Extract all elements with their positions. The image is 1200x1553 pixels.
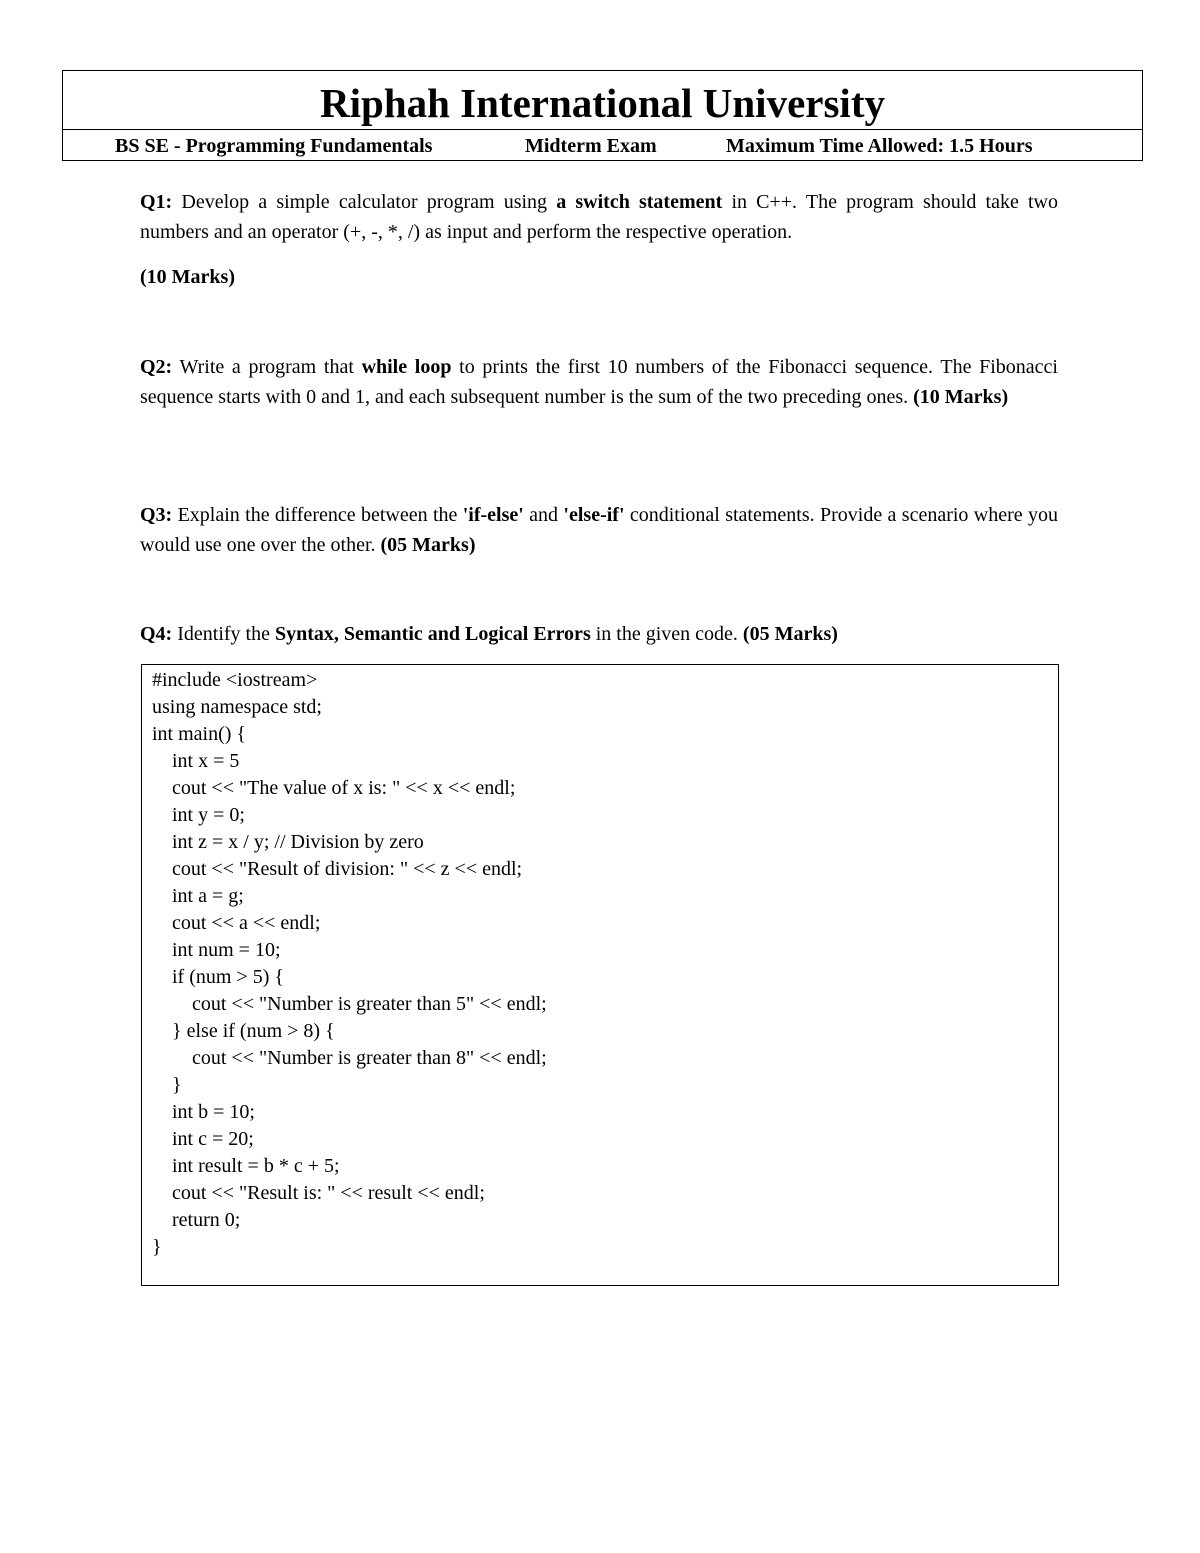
question-marks: (05 Marks) xyxy=(380,533,476,556)
code-line: int b = 10; xyxy=(152,1101,255,1123)
question-keyword: while loop xyxy=(361,356,452,378)
code-line: cout << "Result of division: " << z << endl; xyxy=(152,858,523,880)
code-line: cout << "Number is greater than 5" << endl; xyxy=(152,993,547,1015)
code-line: int a = g; xyxy=(152,885,244,907)
question-label: Q3: xyxy=(140,504,173,526)
question-keyword: 'else-if' xyxy=(563,504,625,526)
code-line: cout << "The value of x is: " << x << endl; xyxy=(152,777,516,799)
course-name: BS SE - Programming Fundamentals xyxy=(115,135,433,157)
code-line: int main() { xyxy=(152,723,247,745)
code-line: return 0; xyxy=(152,1209,241,1231)
code-line: int z = x / y; // Division by zero xyxy=(152,831,424,853)
code-line: cout << a << endl; xyxy=(152,912,321,934)
question-2 xyxy=(140,353,1058,412)
code-line: int result = b * c + 5; xyxy=(152,1155,340,1177)
question-text: Identify the xyxy=(172,623,275,645)
code-line: } xyxy=(152,1074,182,1096)
question-text: and xyxy=(523,504,564,526)
code-line: cout << "Result is: " << result << endl; xyxy=(152,1182,485,1204)
code-line: #include <iostream> xyxy=(152,669,318,691)
question-text: Develop a simple calculator program using xyxy=(172,191,557,213)
question-4 xyxy=(140,620,1058,650)
code-line: cout << "Number is greater than 8" << endl; xyxy=(152,1047,547,1069)
question-text: Explain the difference between the xyxy=(172,504,463,526)
question-label: Q2: xyxy=(140,356,173,378)
code-line: } xyxy=(152,1236,162,1258)
code-box xyxy=(141,664,1059,1286)
time-allowed: Maximum Time Allowed: 1.5 Hours xyxy=(726,135,1033,157)
question-marks: (05 Marks) xyxy=(742,623,838,645)
code-line: } else if (num > 8) { xyxy=(152,1020,335,1042)
question-1-marks: (10 Marks) xyxy=(140,266,235,288)
code-line: using namespace std; xyxy=(152,696,322,718)
question-text: to prints the first 10 numbers of the Fibonacci sequence. The Fibonacci sequence starts with 0 and 1, and each subsequent number is the sum of the two preceding ones. xyxy=(140,356,1058,408)
code-line: int num = 10; xyxy=(152,939,281,961)
university-title: Riphah International University xyxy=(320,80,885,126)
question-keyword: 'if-else' xyxy=(462,504,524,526)
question-text: in C++. The program should take two numbers and an operator (+, -, *, /) as input and perform the respective operation. xyxy=(140,191,1058,243)
exam-type: Midterm Exam xyxy=(525,135,657,157)
question-marks: (10 Marks) xyxy=(913,385,1009,408)
question-1 xyxy=(140,188,1058,247)
question-text: Write a program that xyxy=(172,356,362,378)
code-line: int x = 5 xyxy=(152,750,240,772)
code-line: int y = 0; xyxy=(152,804,245,826)
code-listing xyxy=(152,667,547,1261)
code-line: if (num > 5) { xyxy=(152,966,284,988)
question-keyword: a switch statement xyxy=(556,191,723,213)
question-3 xyxy=(140,501,1058,560)
header-divider xyxy=(63,129,1142,130)
question-text: conditional statements. Provide a scenario where you would use one over the other. xyxy=(140,504,1058,556)
question-text: in the given code. xyxy=(590,623,743,645)
question-label: Q4: xyxy=(140,623,173,645)
header-meta-row xyxy=(63,132,1142,160)
header-box xyxy=(62,70,1143,161)
question-keyword: Syntax, Semantic and Logical Errors xyxy=(274,623,591,645)
question-label: Q1: xyxy=(140,191,173,213)
code-line: int c = 20; xyxy=(152,1128,254,1150)
